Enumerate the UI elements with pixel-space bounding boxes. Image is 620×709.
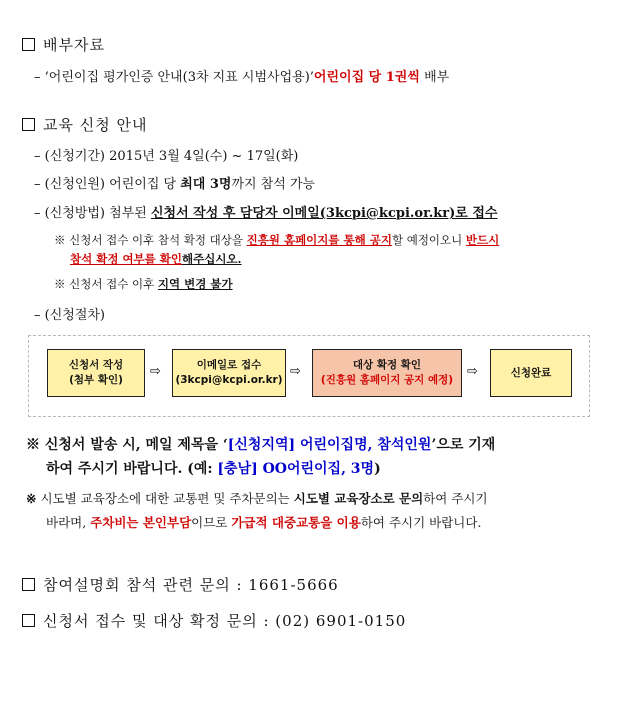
- contact-application: 신청서 접수 및 대상 확정 문의 : (02) 6901-0150: [22, 610, 406, 631]
- note-mail-subject-line1: ※ 신청서 발송 시, 메일 제목을 ‘[신청지역] 어린이집명, 참석인원’으로 기재: [26, 437, 496, 453]
- note-parking-line2: 바라며, 주차비는 본인부담이므로 가급적 대중교통을 이용하여 주시기 바랍니다.: [46, 515, 482, 530]
- people-line: – (신청인원) 어린이집 당 최대 3명까지 참석 가능: [34, 177, 316, 192]
- flow-step-write: 신청서 작성 (첨부 확인): [47, 349, 145, 397]
- method-line: – (신청방법) 첨부된 신청서 작성 후 담당자 이메일(3kcpi@kcpi.or.kr)로 접수: [34, 206, 498, 221]
- note-confirm-line2: 참석 확정 여부를 확인해주십시오.: [70, 252, 242, 266]
- flow-step-complete: 신청완료: [490, 349, 572, 397]
- checkbox-square-icon: [22, 614, 35, 627]
- flow-step-confirm: 대상 확정 확인 (진흥원 홈페이지 공지 예정): [312, 349, 462, 397]
- contact-session: 참여설명회 참석 관련 문의 : 1661-5666: [22, 574, 339, 595]
- distribution-line: – ‘어린이집 평가인증 안내(3차 지표 시범사업용)’어린이집 당 1권씩 배부: [34, 70, 450, 85]
- arrow-right-icon: ⇨: [290, 364, 301, 379]
- procedure-flow: [28, 335, 590, 417]
- checkbox-square-icon: [22, 118, 35, 131]
- note-mail-subject-line2: 하여 주시기 바랍니다. (예: [충남] OO어린이집, 3명): [46, 461, 381, 477]
- checkbox-square-icon: [22, 38, 35, 51]
- flow-step-email: 이메일로 접수 (3kcpi@kcpi.or.kr): [172, 349, 286, 397]
- procedure-line: – (신청절차): [34, 308, 106, 323]
- arrow-right-icon: ⇨: [467, 364, 478, 379]
- note-region-line: ※ 신청서 접수 이후 지역 변경 불가: [54, 277, 233, 291]
- checkbox-square-icon: [22, 578, 35, 591]
- note-confirm-line1: ※ 신청서 접수 이후 참석 확정 대상을 진흥원 홈페이지를 통해 공지할 예정이오니 반드시: [54, 233, 500, 247]
- section-title-materials: 배부자료: [22, 34, 105, 55]
- arrow-right-icon: ⇨: [150, 364, 161, 379]
- period-line: – (신청기간) 2015년 3월 4일(수) ~ 17일(화): [34, 149, 299, 164]
- note-parking-line1: ※ 시도별 교육장소에 대한 교통편 및 주차문의는 시도별 교육장소로 문의하여 주시기: [26, 491, 488, 506]
- section-title-education: 교육 신청 안내: [22, 114, 147, 135]
